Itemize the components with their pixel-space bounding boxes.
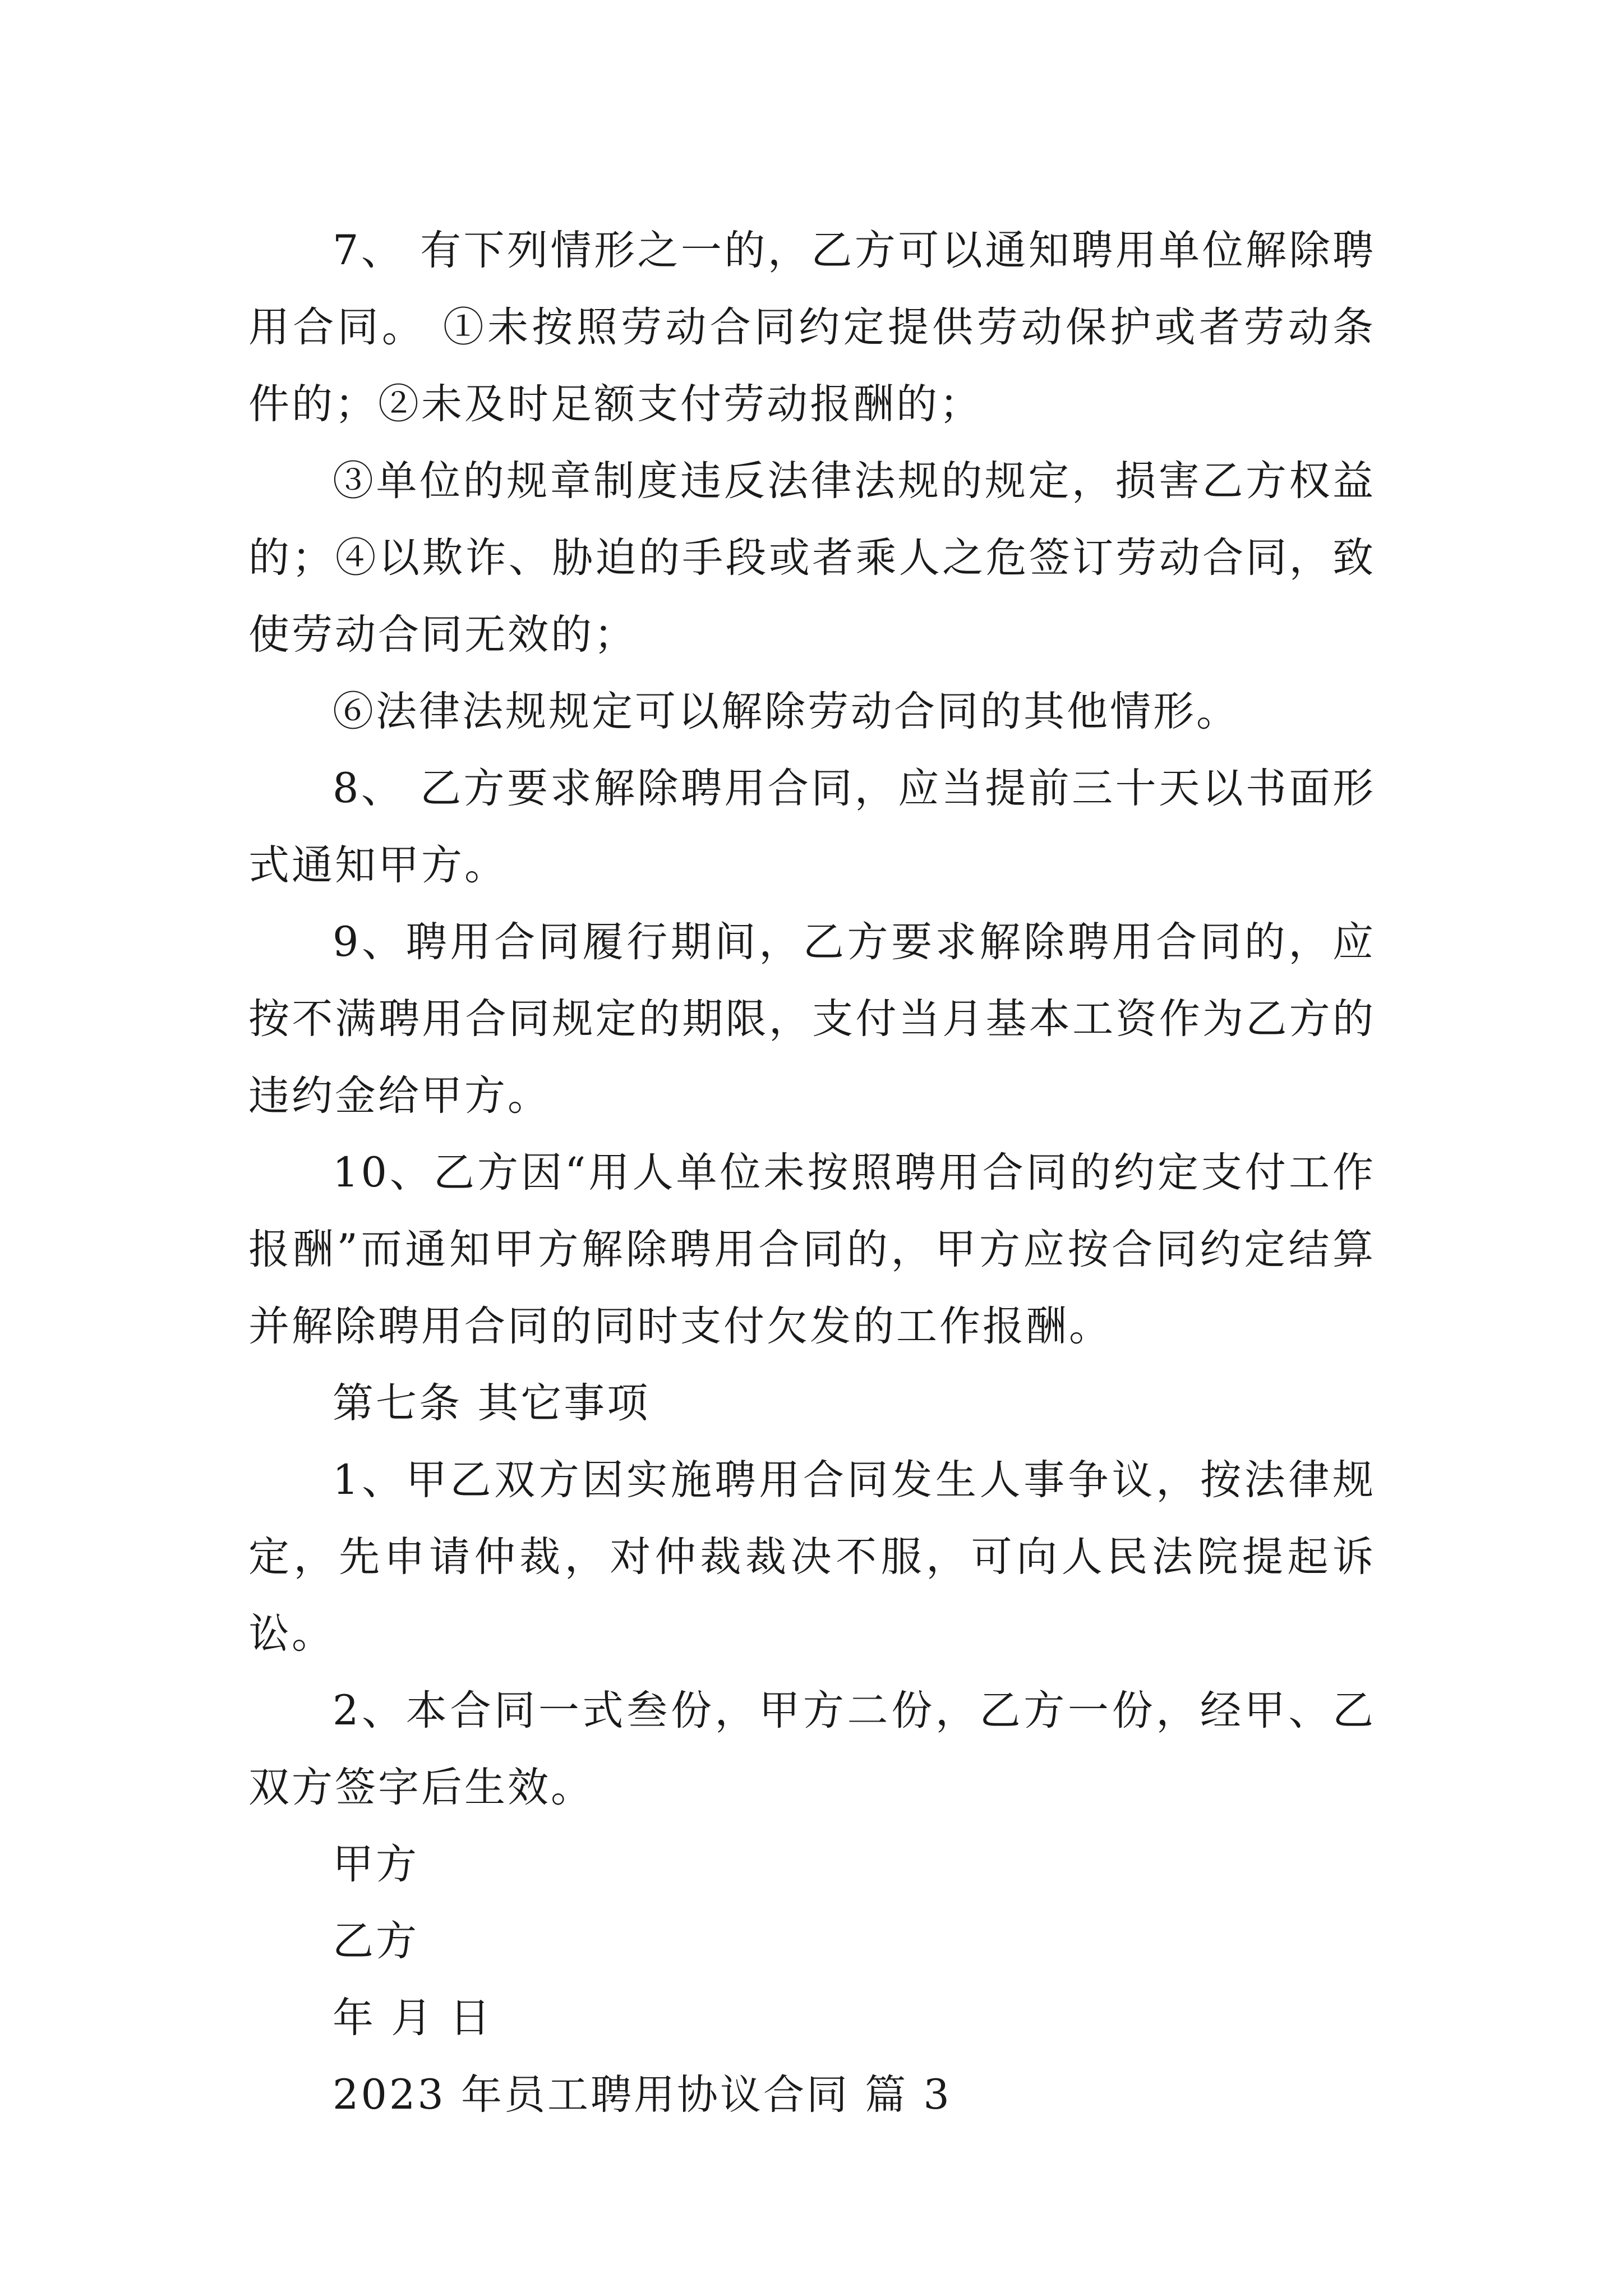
signature-party-b: 乙方 [333, 1917, 419, 1965]
signature-party-a: 甲方 [333, 1841, 419, 1888]
clause-10: 10、乙方因“用人单位未按照聘用合同的约定支付工作报酬”而通知甲方解除聘用合同的，甲方应按合同约定结算并解除聘用合同的同时支付欠发的工作报酬。 [248, 1149, 1376, 1350]
clause-8: 8、 乙方要求解除聘用合同，应当提前三十天以书面形式通知甲方。 [248, 765, 1376, 889]
other-item-1: 1、甲乙双方因实施聘用合同发生人事争议，按法律规定，先申请仲裁，对仲裁裁决不服，可向人民法院提起诉讼。 [248, 1456, 1376, 1658]
signature-date: 年 月 日 [333, 1994, 493, 2042]
other-item-2: 2、本合同一式叁份，甲方二份，乙方一份，经甲、乙双方签字后生效。 [248, 1687, 1376, 1811]
document-body [248, 212, 1376, 2133]
clause-7-item-6: ⑥法律法规规定可以解除劳动合同的其他情形。 [333, 688, 1239, 735]
section-heading: 第七条 其它事项 [333, 1379, 651, 1427]
clause-7-continued: ③单位的规章制度违反法律法规的规定，损害乙方权益的；④以欺诈、胁迫的手段或者乘人之危签订劳动合同，致使劳动合同无效的； [248, 457, 1376, 659]
next-contract-title: 2023 年员工聘用协议合同 篇 3 [333, 2071, 952, 2119]
clause-9: 9、聘用合同履行期间，乙方要求解除聘用合同的，应按不满聘用合同规定的期限，支付当月基本工资作为乙方的违约金给甲方。 [248, 918, 1376, 1120]
clause-7: 7、 有下列情形之一的，乙方可以通知聘用单位解除聘用合同。 ①未按照劳动合同约定提供劳动保护或者劳动条件的；②未及时足额支付劳动报酬的； [248, 227, 1376, 428]
